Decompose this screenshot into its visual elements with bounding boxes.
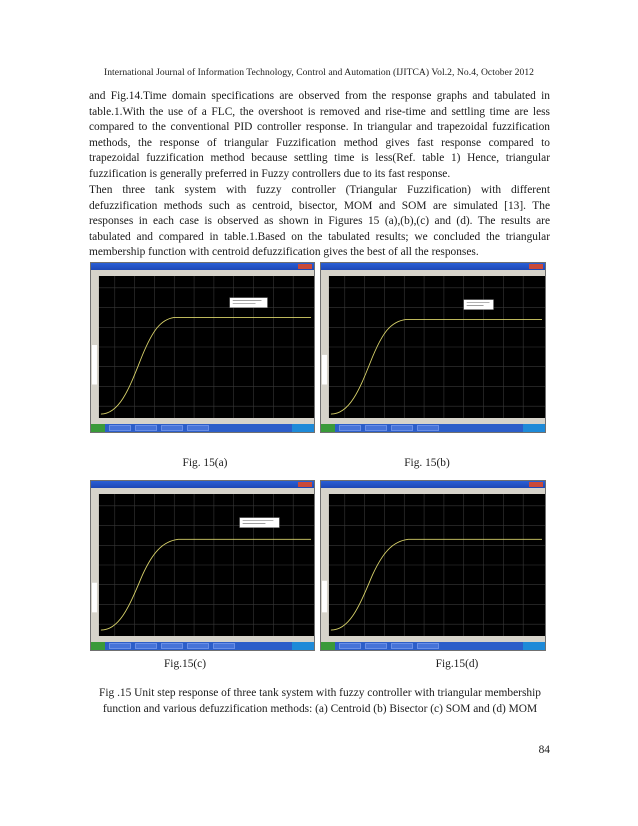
scope-plot	[91, 276, 314, 418]
figure-15a	[90, 262, 315, 433]
taskbar-tab	[135, 643, 157, 649]
paragraph-2: Then three tank system with fuzzy controller (Triangular Fuzzification) with different defuzzification methods such as centroid, bisector, MOM and SOM are simulated [13]. The responses in each case is observed as shown in Figures 15 (a),(b),(c) and (d). The results are tabulated and compared in table.1.Based on the tabulated results; we concluded the triangular membership function with centroid defuzzification gives the best of all the responses.	[89, 184, 550, 259]
taskbar-tab	[135, 425, 157, 431]
system-tray	[523, 642, 545, 650]
figure-15c-caption: Fig.15(c)	[163, 658, 207, 670]
figure-15b	[320, 262, 546, 433]
window-titlebar	[91, 263, 314, 270]
start-button-icon	[321, 424, 335, 432]
step-response-plot	[321, 276, 545, 418]
figure-15-caption: Fig .15 Unit step response of three tank system with fuzzy controller with triangular membership function and various defuzzification methods: (a) Centroid (b) Bisector (c) SOM and (d) MOM	[99, 687, 541, 715]
page-number: 84	[538, 744, 550, 756]
figure-15c	[90, 480, 315, 651]
taskbar-tab	[109, 425, 131, 431]
system-tray	[523, 424, 545, 432]
window-controls-icon	[529, 482, 543, 487]
taskbar	[91, 424, 314, 432]
taskbar-tab	[391, 425, 413, 431]
window-controls-icon	[298, 264, 312, 269]
taskbar	[321, 424, 545, 432]
step-response-plot	[91, 494, 314, 636]
window-titlebar	[321, 481, 545, 488]
taskbar-tab	[187, 643, 209, 649]
scope-plot	[91, 494, 314, 636]
window-titlebar	[91, 481, 314, 488]
taskbar-tab	[365, 425, 387, 431]
figure-15d-caption: Fig.15(d)	[435, 658, 479, 670]
taskbar-tab	[365, 643, 387, 649]
step-response-plot	[321, 494, 545, 636]
taskbar-tab	[339, 425, 361, 431]
figure-15a-caption: Fig. 15(a)	[182, 457, 228, 469]
taskbar-tab	[213, 643, 235, 649]
taskbar-tab	[161, 425, 183, 431]
start-button-icon	[91, 424, 105, 432]
scope-plot	[321, 276, 545, 418]
taskbar-tab	[109, 643, 131, 649]
figure-15d	[320, 480, 546, 651]
window-titlebar	[321, 263, 545, 270]
start-button-icon	[321, 642, 335, 650]
figure-15b-caption: Fig. 15(b)	[404, 457, 450, 469]
journal-header: International Journal of Information Technology, Control and Automation (IJITCA) Vol.2, No.4, October 2012	[103, 67, 535, 78]
system-tray	[292, 424, 314, 432]
taskbar-tab	[161, 643, 183, 649]
system-tray	[292, 642, 314, 650]
start-button-icon	[91, 642, 105, 650]
taskbar	[321, 642, 545, 650]
taskbar-tab	[187, 425, 209, 431]
taskbar-tab	[417, 425, 439, 431]
step-response-plot	[91, 276, 314, 418]
taskbar-tab	[339, 643, 361, 649]
scope-plot	[321, 494, 545, 636]
taskbar-tab	[391, 643, 413, 649]
taskbar-tab	[417, 643, 439, 649]
window-controls-icon	[529, 264, 543, 269]
taskbar	[91, 642, 314, 650]
window-controls-icon	[298, 482, 312, 487]
paragraph-1: and Fig.14.Time domain specifications are observed from the response graphs and tabulated in table.1.With the use of a FLC, the overshoot is removed and rise-time and settling time are less compared to the conventional PID controller response. In triangular and trapezoidal fuzzification methods, the response of triangular Fuzzification method gives fast response compared to trapezoidal fuzzification method because settling time is less(Ref. table 1) Hence, triangular fuzzification is generally preferred in Fuzzy controllers due to its fast response.	[89, 90, 550, 180]
